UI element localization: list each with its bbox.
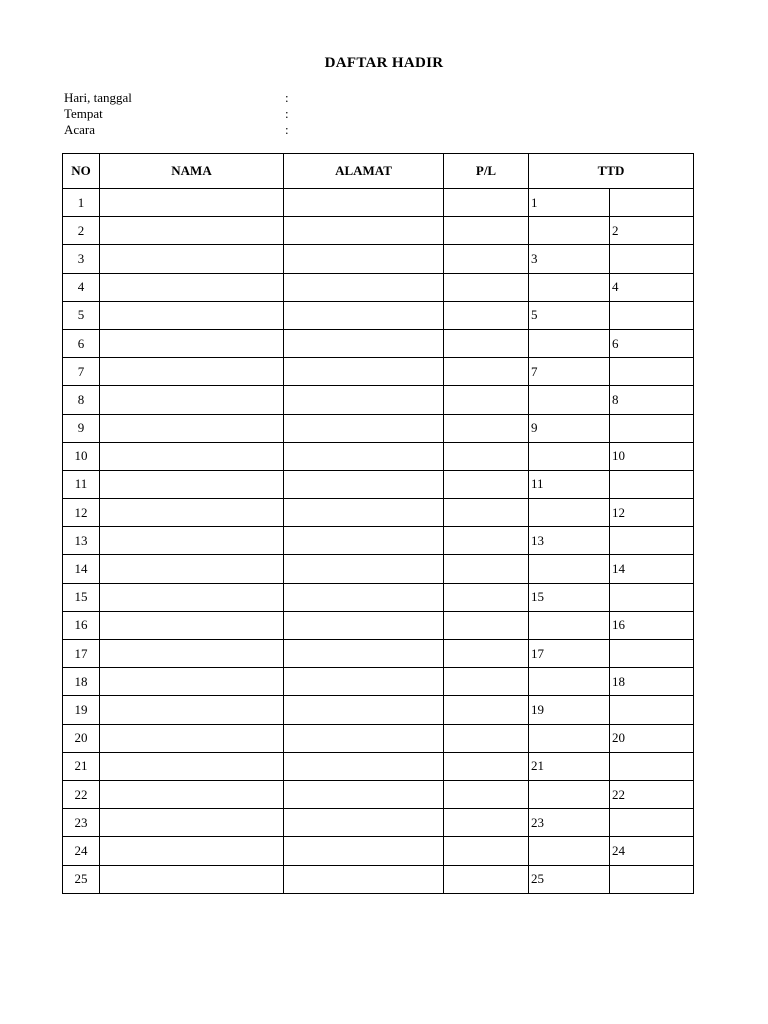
nama-cell: [100, 301, 284, 329]
ttd-right-cell: [610, 301, 694, 329]
nama-cell: [100, 245, 284, 273]
pl-cell: [444, 752, 529, 780]
ttd-left-cell: 15: [529, 583, 610, 611]
table-row: [63, 245, 694, 273]
header-alamat: ALAMAT: [284, 154, 444, 189]
ttd-left-cell: [529, 724, 610, 752]
row-number: 1: [63, 189, 100, 217]
ttd-left-cell: [529, 273, 610, 301]
pl-cell: [444, 724, 529, 752]
ttd-right-cell: [610, 865, 694, 893]
ttd-right-cell: 2: [610, 217, 694, 245]
ttd-right-cell: 16: [610, 611, 694, 639]
info-separator: :: [285, 122, 289, 137]
nama-cell: [100, 273, 284, 301]
nama-cell: [100, 329, 284, 357]
pl-cell: [444, 442, 529, 470]
nama-cell: [100, 527, 284, 555]
alamat-cell: [284, 752, 444, 780]
ttd-left-cell: [529, 837, 610, 865]
table-row: [63, 611, 694, 639]
alamat-cell: [284, 583, 444, 611]
pl-cell: [444, 189, 529, 217]
header-no: NO: [63, 154, 100, 189]
table-row: [63, 189, 694, 217]
ttd-left-cell: 13: [529, 527, 610, 555]
nama-cell: [100, 470, 284, 498]
alamat-cell: [284, 611, 444, 639]
ttd-left-cell: 5: [529, 301, 610, 329]
ttd-left-cell: 17: [529, 640, 610, 668]
table-row: [63, 329, 694, 357]
alamat-cell: [284, 640, 444, 668]
nama-cell: [100, 752, 284, 780]
alamat-cell: [284, 837, 444, 865]
nama-cell: [100, 696, 284, 724]
table-row: [63, 414, 694, 442]
ttd-right-cell: 8: [610, 386, 694, 414]
ttd-left-cell: 19: [529, 696, 610, 724]
info-label: Tempat: [64, 106, 103, 121]
ttd-left-cell: 23: [529, 809, 610, 837]
row-number: 17: [63, 640, 100, 668]
table-row: [63, 527, 694, 555]
row-number: 12: [63, 499, 100, 527]
header-nama: NAMA: [100, 154, 284, 189]
alamat-cell: [284, 386, 444, 414]
table-row: [63, 696, 694, 724]
alamat-cell: [284, 470, 444, 498]
pl-cell: [444, 358, 529, 386]
ttd-right-cell: [610, 189, 694, 217]
ttd-right-cell: 20: [610, 724, 694, 752]
pl-cell: [444, 386, 529, 414]
table-row: [63, 837, 694, 865]
nama-cell: [100, 555, 284, 583]
pl-cell: [444, 809, 529, 837]
alamat-cell: [284, 245, 444, 273]
nama-cell: [100, 414, 284, 442]
alamat-cell: [284, 301, 444, 329]
info-row-place: [64, 106, 364, 122]
row-number: 23: [63, 809, 100, 837]
table-row: [63, 301, 694, 329]
alamat-cell: [284, 555, 444, 583]
alamat-cell: [284, 780, 444, 808]
alamat-cell: [284, 724, 444, 752]
table-row: [63, 752, 694, 780]
nama-cell: [100, 189, 284, 217]
table-row: [63, 386, 694, 414]
nama-cell: [100, 583, 284, 611]
row-number: 19: [63, 696, 100, 724]
ttd-left-cell: 7: [529, 358, 610, 386]
row-number: 14: [63, 555, 100, 583]
ttd-left-cell: [529, 386, 610, 414]
pl-cell: [444, 499, 529, 527]
table-header-row: [63, 154, 694, 189]
table-row: [63, 583, 694, 611]
ttd-right-cell: [610, 470, 694, 498]
pl-cell: [444, 611, 529, 639]
page-title: DAFTAR HADIR: [324, 55, 444, 71]
nama-cell: [100, 358, 284, 386]
alamat-cell: [284, 358, 444, 386]
table-row: [63, 217, 694, 245]
ttd-left-cell: [529, 442, 610, 470]
pl-cell: [444, 273, 529, 301]
row-number: 22: [63, 780, 100, 808]
pl-cell: [444, 696, 529, 724]
ttd-left-cell: 25: [529, 865, 610, 893]
pl-cell: [444, 470, 529, 498]
row-number: 6: [63, 329, 100, 357]
ttd-right-cell: [610, 245, 694, 273]
nama-cell: [100, 809, 284, 837]
row-number: 5: [63, 301, 100, 329]
table-row: [63, 470, 694, 498]
alamat-cell: [284, 499, 444, 527]
ttd-right-cell: 4: [610, 273, 694, 301]
table-row: [63, 668, 694, 696]
row-number: 2: [63, 217, 100, 245]
pl-cell: [444, 527, 529, 555]
pl-cell: [444, 780, 529, 808]
alamat-cell: [284, 696, 444, 724]
pl-cell: [444, 640, 529, 668]
pl-cell: [444, 329, 529, 357]
info-row-date: [64, 90, 364, 106]
table-row: [63, 780, 694, 808]
row-number: 8: [63, 386, 100, 414]
info-label: Acara: [64, 122, 96, 137]
ttd-right-cell: [610, 752, 694, 780]
nama-cell: [100, 724, 284, 752]
header-ttd: TTD: [529, 154, 694, 189]
nama-cell: [100, 611, 284, 639]
row-number: 9: [63, 414, 100, 442]
row-number: 3: [63, 245, 100, 273]
row-number: 16: [63, 611, 100, 639]
nama-cell: [100, 442, 284, 470]
pl-cell: [444, 301, 529, 329]
info-separator: :: [285, 106, 289, 121]
pl-cell: [444, 865, 529, 893]
event-info: [64, 90, 364, 138]
alamat-cell: [284, 809, 444, 837]
table-row: [63, 809, 694, 837]
ttd-right-cell: [610, 583, 694, 611]
ttd-left-cell: 21: [529, 752, 610, 780]
alamat-cell: [284, 527, 444, 555]
ttd-right-cell: [610, 640, 694, 668]
ttd-right-cell: 14: [610, 555, 694, 583]
ttd-right-cell: [610, 358, 694, 386]
row-number: 11: [63, 470, 100, 498]
nama-cell: [100, 865, 284, 893]
ttd-left-cell: [529, 499, 610, 527]
table-body: [63, 189, 694, 894]
ttd-right-cell: 12: [610, 499, 694, 527]
alamat-cell: [284, 414, 444, 442]
pl-cell: [444, 555, 529, 583]
nama-cell: [100, 668, 284, 696]
row-number: 25: [63, 865, 100, 893]
pl-cell: [444, 668, 529, 696]
ttd-left-cell: 11: [529, 470, 610, 498]
ttd-left-cell: [529, 217, 610, 245]
nama-cell: [100, 217, 284, 245]
table-row: [63, 640, 694, 668]
attendance-table: [62, 153, 694, 894]
pl-cell: [444, 414, 529, 442]
ttd-left-cell: [529, 780, 610, 808]
table-row: [63, 555, 694, 583]
table-row: [63, 865, 694, 893]
row-number: 15: [63, 583, 100, 611]
row-number: 20: [63, 724, 100, 752]
pl-cell: [444, 217, 529, 245]
ttd-left-cell: [529, 611, 610, 639]
row-number: 24: [63, 837, 100, 865]
ttd-right-cell: 22: [610, 780, 694, 808]
table-row: [63, 442, 694, 470]
row-number: 10: [63, 442, 100, 470]
row-number: 4: [63, 273, 100, 301]
alamat-cell: [284, 329, 444, 357]
ttd-right-cell: 18: [610, 668, 694, 696]
alamat-cell: [284, 865, 444, 893]
pl-cell: [444, 837, 529, 865]
info-separator: :: [285, 90, 289, 105]
nama-cell: [100, 386, 284, 414]
alamat-cell: [284, 189, 444, 217]
pl-cell: [444, 583, 529, 611]
nama-cell: [100, 837, 284, 865]
row-number: 21: [63, 752, 100, 780]
nama-cell: [100, 499, 284, 527]
ttd-left-cell: 3: [529, 245, 610, 273]
ttd-right-cell: 6: [610, 329, 694, 357]
ttd-left-cell: [529, 555, 610, 583]
ttd-right-cell: 10: [610, 442, 694, 470]
ttd-right-cell: [610, 696, 694, 724]
ttd-left-cell: [529, 668, 610, 696]
ttd-left-cell: [529, 329, 610, 357]
table-row: [63, 499, 694, 527]
table-row: [63, 358, 694, 386]
nama-cell: [100, 780, 284, 808]
info-row-event: [64, 122, 364, 138]
alamat-cell: [284, 442, 444, 470]
row-number: 18: [63, 668, 100, 696]
table-row: [63, 724, 694, 752]
row-number: 13: [63, 527, 100, 555]
row-number: 7: [63, 358, 100, 386]
ttd-left-cell: 1: [529, 189, 610, 217]
alamat-cell: [284, 668, 444, 696]
header-pl: P/L: [444, 154, 529, 189]
table-row: [63, 273, 694, 301]
alamat-cell: [284, 273, 444, 301]
ttd-left-cell: 9: [529, 414, 610, 442]
alamat-cell: [284, 217, 444, 245]
ttd-right-cell: [610, 527, 694, 555]
ttd-right-cell: [610, 809, 694, 837]
nama-cell: [100, 640, 284, 668]
info-label: Hari, tanggal: [64, 90, 132, 105]
ttd-right-cell: [610, 414, 694, 442]
ttd-right-cell: 24: [610, 837, 694, 865]
pl-cell: [444, 245, 529, 273]
